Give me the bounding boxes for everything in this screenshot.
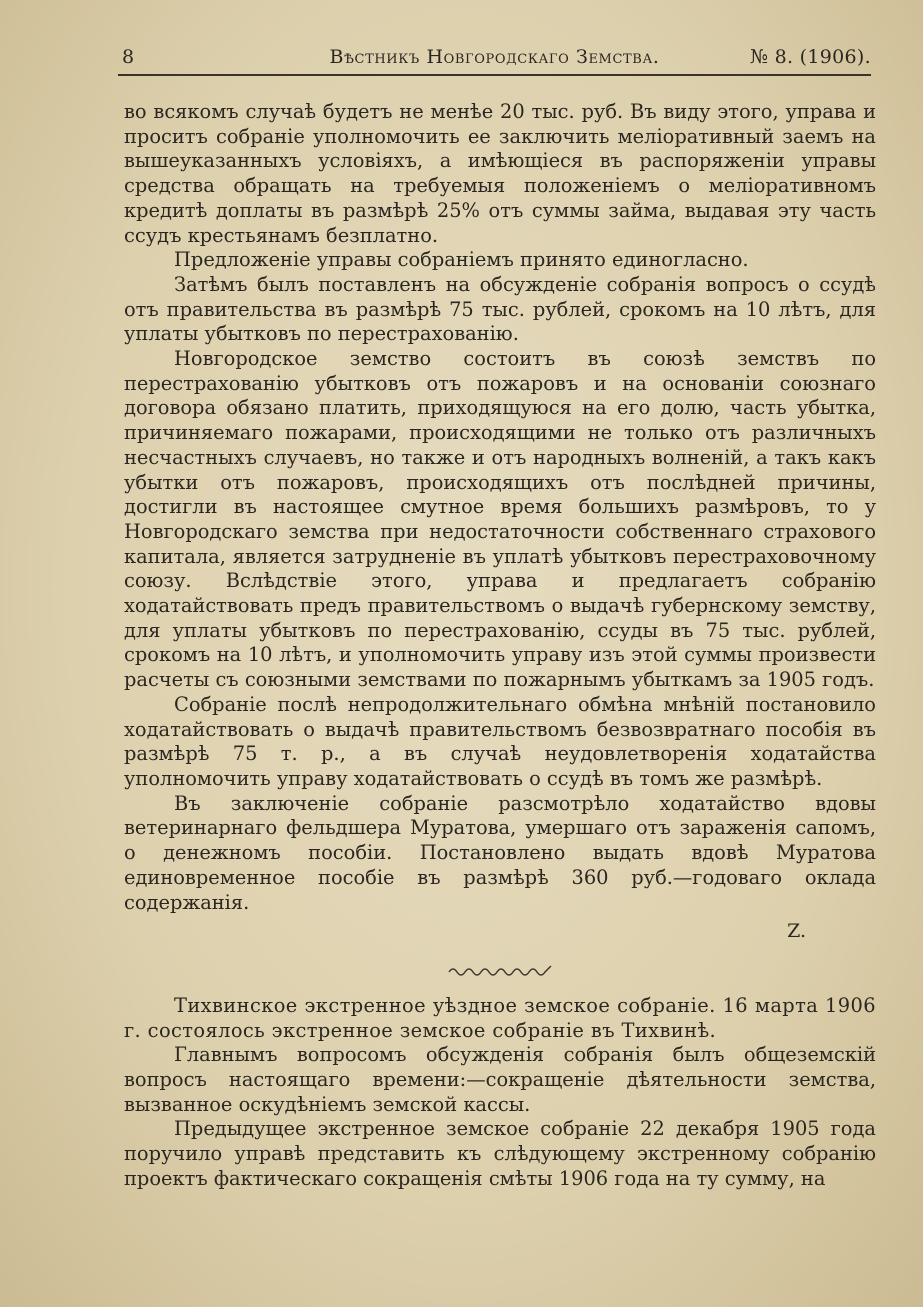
paragraph: Главнымъ вопросомъ обсужденія собранія былъ общеземскій вопросъ настоящаго времени:—сокращеніе дѣятельности земства, вызванное оскудѣніемъ земской кассы. (124, 1043, 876, 1116)
section-divider-ornament (124, 960, 876, 980)
paragraph: Собраніе послѣ непродолжительнаго обмѣна мнѣній постановило ходатайствовать о выдачѣ правительствомъ безвозвратнаго пособія въ размѣрѣ 75 т. р., а въ случаѣ неудовлетворенія ходатайства уполномочить управу ходатайствовать о ссудѣ въ томъ же размѣрѣ. (124, 692, 876, 790)
paragraph: Предложеніе управы собраніемъ принято единогласно. (174, 248, 749, 272)
paragraph: Въ заключеніе собраніе разсмотрѣло ходатайство вдовы ветеринарнаго фельдшера Муратова, умершаго отъ зараженія сапомъ, о денежномъ пособіи. Постановлено выдать вдовѣ Муратова единовременное пособіе въ размѣрѣ 360 руб.—годоваго оклада содержанія. (124, 791, 876, 914)
page-number: 8 (122, 46, 135, 68)
article-heading: Тихвинское экстренное уѣздное земское собраніе. (174, 993, 716, 1017)
paragraph: Предыдущее экстренное земское собраніе 22 декабря 1905 года поручило управѣ представить къ слѣдующему экстренному собранію проектъ фактическаго сокращенія смѣты 1906 года на ту сумму, на (124, 1117, 876, 1190)
article-lead-text: 16 марта 1906 г. состоялось экстренное земское собраніе въ Тихвинѣ. (124, 993, 876, 1042)
issue-number: № 8. (1906). (749, 46, 871, 68)
paragraph: Новгородское земство состоитъ въ союзѣ земствъ по перестрахованію убытковъ отъ пожаровъ и на основаніи союзнаго договора обязано платить, приходящуюся на его долю, часть убытка, причиняемаго пожарами, происходящими не только отъ различныхъ несчастныхъ случаевъ, но также и отъ народныхъ волненій, а такъ какъ убытки отъ пожаровъ, происходящихъ отъ послѣдней причины, достигли въ настоящее смутное время большихъ размѣровъ, то у Новгородскаго земства при недостаточности собственнаго страхового капитала, является затрудненіе въ уплатѣ убытковъ перестраховочному союзу. Вслѣдствіе этого, управа и предлагаетъ собранію ходатайствовать предъ правительствомъ о выдачѣ губернскому земству, для уплаты убытковъ по перестрахованію, ссуды въ 75 тыс. рублей, срокомъ на 10 лѣтъ, и уполномочить управу изъ этой суммы произвести расчеты съ союзными земствами по пожарнымъ убыткамъ за 1905 годъ. (124, 347, 876, 692)
journal-title: Вѣстникъ Новгородскаго Земства. (329, 46, 660, 68)
page-body (124, 100, 876, 1192)
author-signature: Z. (787, 920, 806, 943)
paragraph: во всякомъ случаѣ будетъ не менѣе 20 тыс. руб. Въ виду этого, управа и проситъ собраніе уполномочить ее заключить меліоративный заемъ на вышеуказанныхъ условіяхъ, а имѣющіеся въ распоряженіи управы средства обращать на требуемыя положеніемъ о меліоративномъ кредитѣ доплаты въ размѣрѣ 25% отъ суммы займа, выдавая эту часть ссудъ крестьянамъ безплатно. (124, 100, 876, 247)
running-header (118, 42, 871, 76)
article-lead (124, 994, 876, 1043)
paragraph: Затѣмъ былъ поставленъ на обсужденіе собранія вопросъ о ссудѣ отъ правительства въ размѣрѣ 75 тыс. рублей, срокомъ на 10 лѣтъ, для уплаты убытковъ по перестрахованію. (124, 272, 876, 346)
